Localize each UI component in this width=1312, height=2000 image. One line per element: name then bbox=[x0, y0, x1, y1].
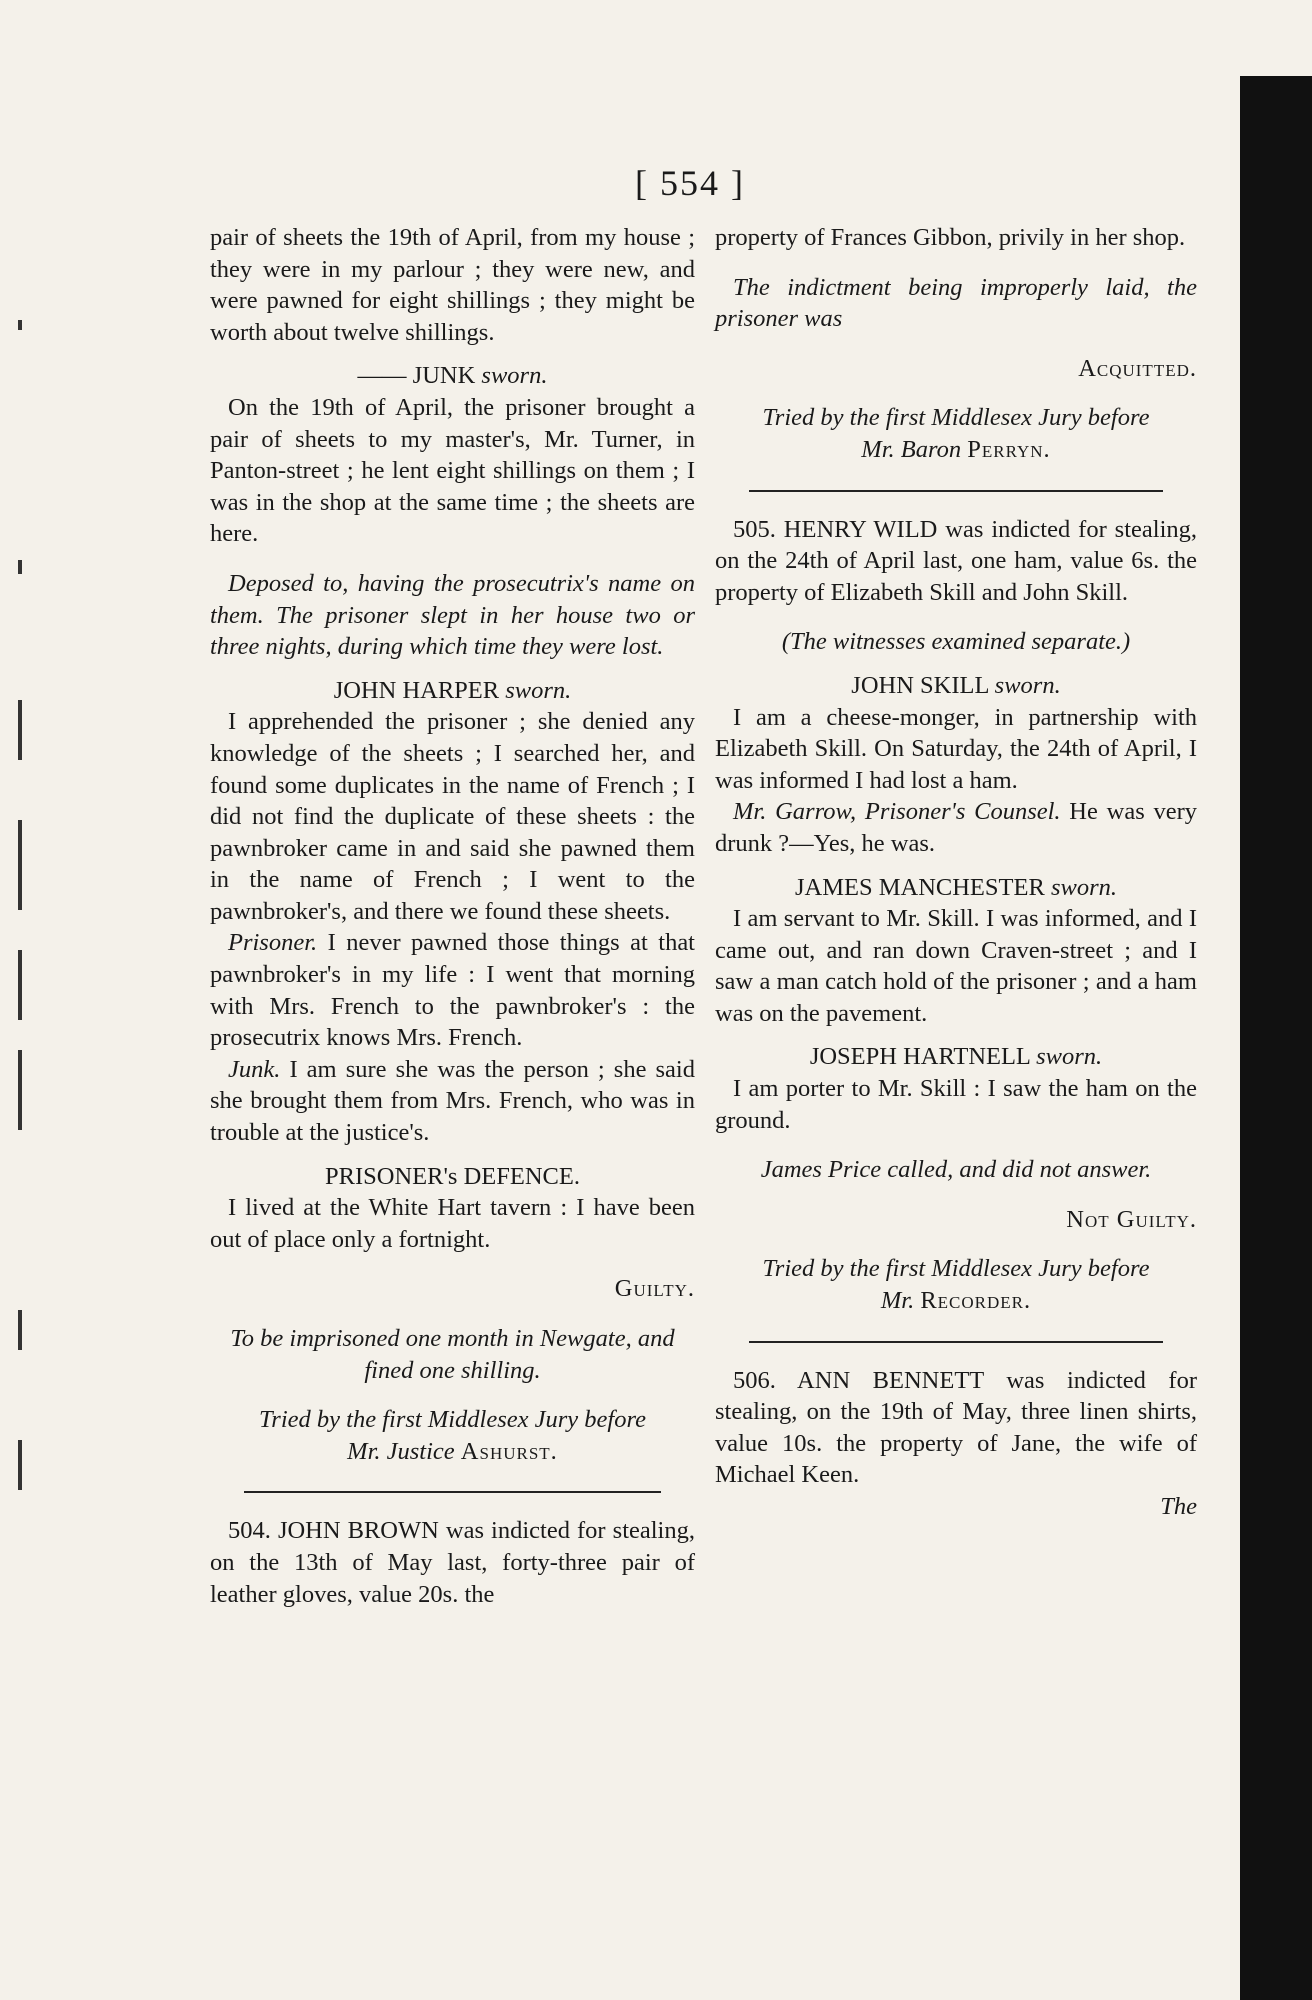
paragraph: I am porter to Mr. Skill : I saw the ham on the ground. bbox=[715, 1075, 1197, 1134]
sentence: To be imprisoned one month in Newgate, and fined one shilling. bbox=[230, 1325, 675, 1384]
tried-line: Tried by the first Middlesex Jury before bbox=[762, 404, 1150, 432]
defence-heading: PRISONER's DEFENCE. bbox=[325, 1162, 580, 1190]
section-divider bbox=[749, 1341, 1164, 1343]
witness-name: —— JUNK bbox=[357, 362, 476, 390]
catchword: The bbox=[1160, 1493, 1197, 1520]
witness-heading-skill bbox=[715, 670, 1197, 702]
paragraph bbox=[715, 796, 1197, 859]
witness-name: JAMES MANCHESTER bbox=[795, 873, 1045, 901]
sworn-label: sworn. bbox=[1036, 1043, 1103, 1071]
paragraph bbox=[210, 927, 695, 1053]
speech: I am sure she was the person ; she said she brought them from Mrs. French, who was in trouble at the justice's. bbox=[210, 1055, 695, 1147]
witness-name: JOSEPH HARTNELL bbox=[809, 1043, 1030, 1071]
speaker-label: Junk. bbox=[228, 1055, 281, 1083]
left-column bbox=[210, 222, 695, 1610]
witness-heading-junk bbox=[210, 360, 695, 392]
paragraph: On the 19th of April, the prisoner brought a pair of sheets to my master's, Mr. Turner, in Panton-street ; he lent eight shillings on them ; I was in the shop at the same time ; the sheets are here. bbox=[210, 393, 695, 548]
sworn-label: sworn. bbox=[481, 362, 548, 390]
speech: He was very drunk ?—Yes, he was. bbox=[715, 798, 1198, 857]
page-number: [ 554 ] bbox=[635, 163, 745, 203]
tried-line: Tried by the first Middlesex Jury before bbox=[762, 1255, 1150, 1283]
speaker-label: Mr. Garrow, Prisoner's Counsel. bbox=[733, 798, 1061, 826]
paragraph: 504. JOHN BROWN was indicted for stealing, on the 13th of May last, forty-three pair of leather gloves, value 20s. the bbox=[210, 1517, 695, 1608]
paragraph: I lived at the White Hart tavern : I have been out of place only a fortnight. bbox=[210, 1194, 695, 1253]
tried-judge: Mr. Baron Perryn. bbox=[861, 435, 1051, 463]
note: James Price called, and did not answer. bbox=[760, 1156, 1152, 1184]
section-divider bbox=[244, 1491, 661, 1493]
section-divider bbox=[749, 490, 1164, 492]
sworn-label: sworn. bbox=[994, 671, 1061, 699]
witness-heading-hartnell bbox=[715, 1041, 1197, 1073]
sworn-label: sworn. bbox=[505, 676, 572, 704]
paragraph: 505. HENRY WILD was indicted for stealing, on the 24th of April last, one ham, value 6s. the property of Elizabeth Skill and John Skill. bbox=[715, 515, 1197, 606]
paragraph: I am servant to Mr. Skill. I was informed, and I came out, and ran down Craven-street ; and I saw a man catch hold of the prisoner ; and a ham was on the pavement. bbox=[715, 905, 1197, 1027]
right-column bbox=[715, 222, 1197, 1523]
paragraph: I am a cheese-monger, in partnership with Elizabeth Skill. On Saturday, the 24th of April, I was informed I had lost a ham. bbox=[715, 703, 1197, 794]
witness-name: JOHN SKILL bbox=[851, 671, 989, 699]
paragraph bbox=[210, 1054, 695, 1149]
witness-heading-manchester bbox=[715, 872, 1197, 904]
witness-name: JOHN HARPER bbox=[333, 676, 500, 704]
scan-edge-bar bbox=[1240, 76, 1312, 2000]
verdict: Not Guilty. bbox=[1066, 1205, 1197, 1233]
witness-heading-harper bbox=[210, 675, 695, 707]
paragraph: Deposed to, having the prosecutrix's name on them. The prisoner slept in her house two or three nights, during which time they were lost. bbox=[210, 569, 695, 661]
speaker-label: Prisoner. bbox=[228, 929, 318, 957]
paragraph: 506. ANN BENNETT was indicted for stealing, on the 19th of May, three linen shirts, value 10s. the property of Jane, the wife of Michael Keen. bbox=[715, 1366, 1197, 1489]
paragraph: pair of sheets the 19th of April, from my house ; they were in my parlour ; they were new, and were pawned for eight shillings ; they might be worth about twelve shillings. bbox=[210, 224, 695, 346]
speech: I never pawned those things at that pawnbroker's in my life : I went that morning with Mrs. French to the pawnbroker's : the prosecutrix knows Mrs. French. bbox=[210, 929, 695, 1052]
scan-margin-marks bbox=[12, 300, 30, 1700]
sworn-label: sworn. bbox=[1050, 873, 1117, 901]
paragraph: The indictment being improperly laid, the prisoner was bbox=[715, 273, 1197, 333]
verdict: Acquitted. bbox=[1078, 354, 1197, 382]
tried-line: Tried by the first Middlesex Jury before bbox=[259, 1406, 646, 1434]
paragraph: property of Frances Gibbon, privily in her shop. bbox=[715, 224, 1186, 251]
paragraph: I apprehended the prisoner ; she denied any knowledge of the sheets ; I searched her, and found some duplicates in the name of French ; I did not find the duplicate of these sheets : the pawnbroker came in and said she pawned them in the name of French ; I went to the pawnbroker's, and there we found these sheets. bbox=[210, 708, 695, 925]
verdict: Guilty. bbox=[614, 1275, 695, 1303]
note: (The witnesses examined separate.) bbox=[781, 628, 1131, 656]
tried-judge: Mr. Justice Ashurst. bbox=[347, 1437, 558, 1465]
tried-judge: Mr. Recorder. bbox=[880, 1287, 1032, 1315]
